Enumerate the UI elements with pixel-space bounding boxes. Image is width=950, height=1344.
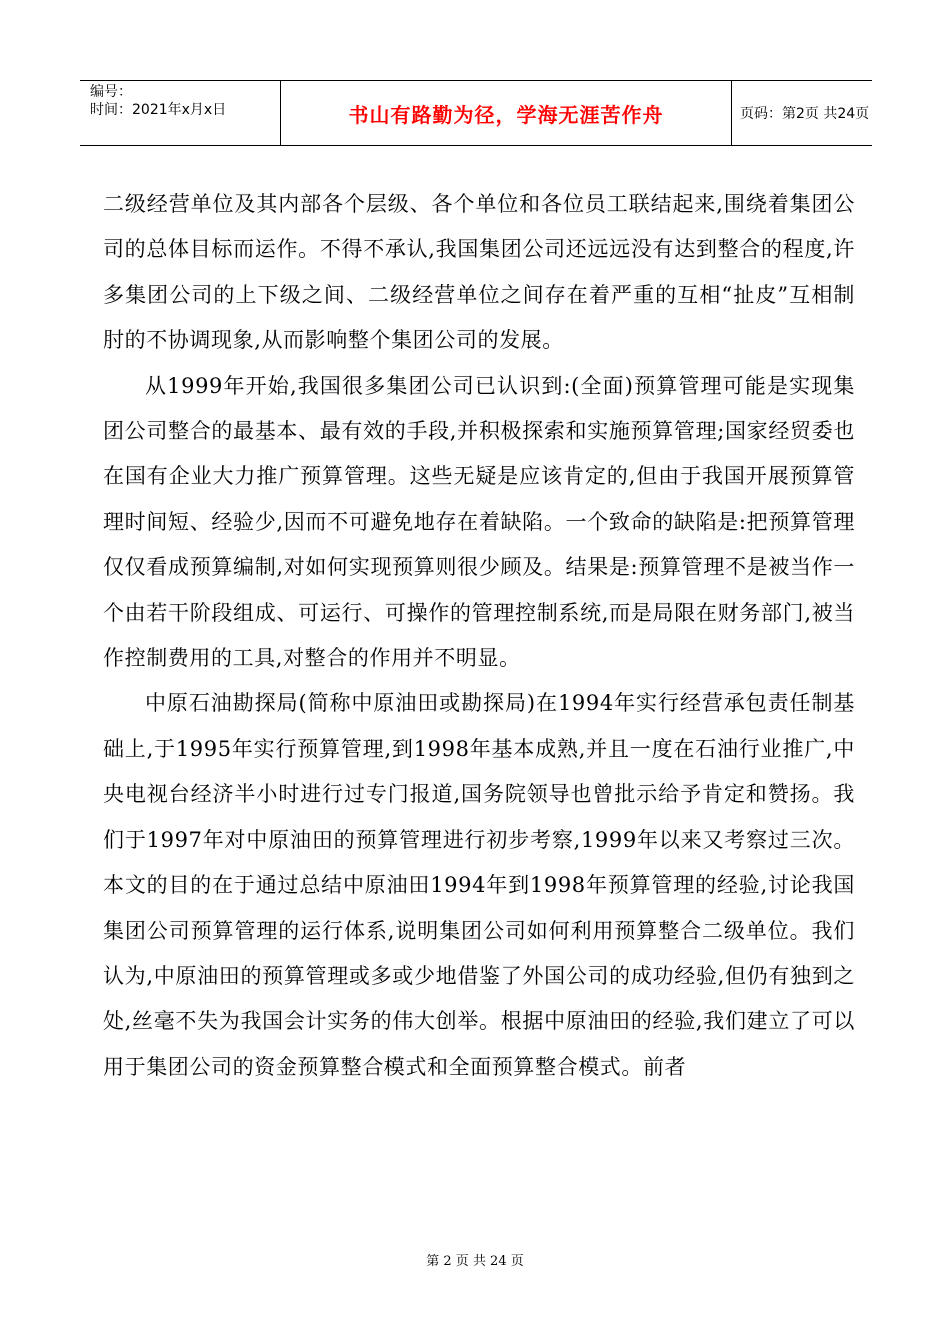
header-page-info: 页码：第2页 共24页 [740, 106, 870, 122]
number-label: 编号： [90, 84, 132, 100]
document-body [103, 182, 855, 1090]
paragraph-3: 中原石油勘探局(简称中原油田或勘探局)在1994年实行经营承包责任制基础上,于1995年实行预算管理,到1998年基本成熟,并且一度在石油行业推广,中央电视台经济半小时进行过专门报道,国务院领导也曾批示给予肯定和赞扬。我们于1997年对中原油田的预算管理进行初步考察,1999年以来又考察过三次。本文的目的在于通过总结中原油田1994年到1998年预算管理的经验,讨论我国集团公司预算管理的运行体系,说明集团公司如何利用预算整合二级单位。我们认为,中原油田的预算管理或多或少地借鉴了外国公司的成功经验,但仍有独到之处,丝毫不失为我国会计实务的伟大创举。根据中原油田的经验,我们建立了可以用于集团公司的资金预算整合模式和全面预算整合模式。前者 [103, 691, 855, 1079]
page-header [80, 80, 872, 146]
header-meta [90, 83, 226, 119]
header-motto: 书山有路勤为径，学海无涯苦作舟 [280, 81, 732, 145]
paragraph-2: 从1999年开始,我国很多集团公司已认识到:(全面)预算管理可能是实现集团公司整合的最基本、最有效的手段,并积极探索和实施预算管理;国家经贸委也在国有企业大力推广预算管理。这些无疑是应该肯定的,但由于我国开展预算管理时间短、经验少,因而不可避免地存在着缺陷。一个致命的缺陷是:把预算管理仅仅看成预算编制,对如何实现预算则很少顾及。结果是:预算管理不是被当作一个由若干阶段组成、可运行、可操作的管理控制系统,而是局限在财务部门,被当作控制费用的工具,对整合的作用并不明显。 [103, 373, 855, 671]
time-label: 时间：2021年x月x日 [90, 102, 227, 118]
paragraph-1: 二级经营单位及其内部各个层级、各个单位和各位员工联结起来,围绕着集团公司的总体目标而运作。不得不承认,我国集团公司还远远没有达到整合的程度,许多集团公司的上下级之间、二级经营单位之间存在着严重的互相“扯皮”互相制肘的不协调现象,从而影响整个集团公司的发展。 [103, 192, 855, 353]
page-footer: 第 2 页 共 24 页 [426, 1254, 524, 1269]
